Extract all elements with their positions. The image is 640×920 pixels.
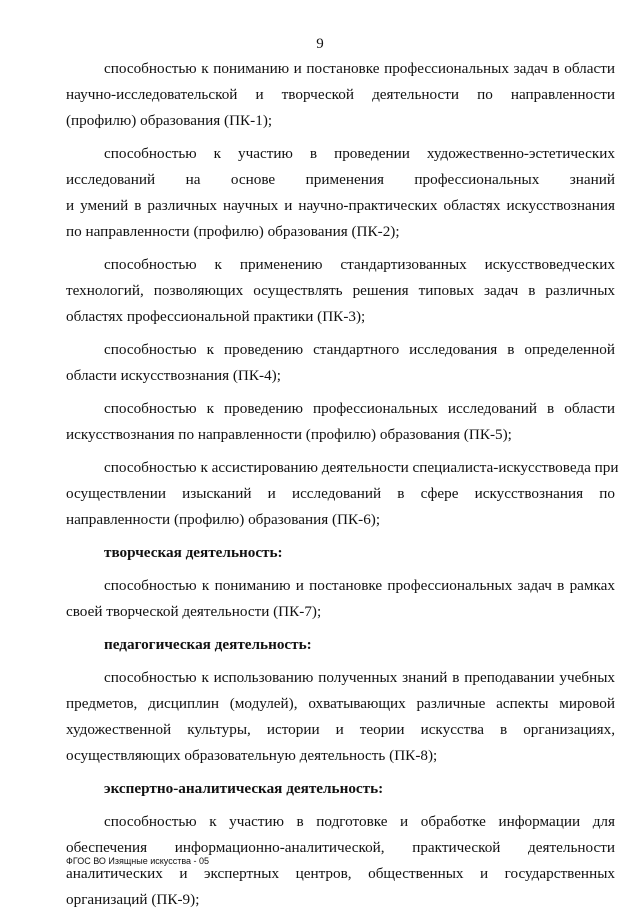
competency-paragraph: [66, 396, 615, 448]
text-line: способностью к применению стандартизованных искусствоведческих: [104, 256, 615, 273]
competency-list-pedagogical: [66, 665, 615, 769]
text-line: способностью к пониманию и постановке профессиональных задач в области: [104, 60, 615, 77]
competency-paragraph: [66, 665, 615, 769]
competency-paragraph: [66, 56, 615, 134]
competency-paragraph: [66, 337, 615, 389]
competency-paragraph: [66, 573, 615, 625]
text-line: научно-исследовательской и творческой деятельности по направленности: [66, 86, 615, 103]
competency-paragraph: [66, 455, 619, 533]
document-body: [66, 56, 619, 920]
text-line: области искусствознания (ПК-4);: [66, 367, 281, 384]
text-line: способностью к проведению профессиональных исследований в области: [104, 400, 615, 417]
text-line: искусствознания по направленности (профилю) образования (ПК-5);: [66, 426, 512, 443]
text-line: способностью к пониманию и постановке профессиональных задач в рамках: [104, 577, 615, 594]
text-line: исследований на основе применения профессиональных знаний: [66, 171, 615, 188]
text-line: осуществлении изысканий и исследований в сфере искусствознания по: [66, 485, 615, 502]
text-line: (профилю) образования (ПК-1);: [66, 112, 273, 129]
text-line: своей творческой деятельности (ПК-7);: [66, 603, 322, 620]
text-line: организаций (ПК-9);: [66, 891, 200, 908]
text-line: осуществляющих образовательную деятельность (ПК-8);: [66, 747, 438, 764]
text-line: способностью к проведению стандартного исследования в определенной: [104, 341, 615, 358]
text-line: областях профессиональной практики (ПК-3);: [66, 308, 366, 325]
text-line: способностью к участию в подготовке и обработке информации для: [104, 813, 615, 830]
section-heading-creative: творческая деятельность:: [104, 544, 283, 561]
text-line: по направленности (профилю) образования (ПК-2);: [66, 223, 400, 240]
text-line: способностью к ассистированию деятельности специалиста-искусствоведа при: [104, 459, 619, 476]
competency-paragraph: [66, 141, 615, 245]
competency-list-main: [66, 56, 619, 533]
document-footer: ФГОС ВО Изящные искусства - 05: [66, 856, 210, 866]
section-heading-expert: экспертно-аналитическая деятельность:: [104, 780, 384, 797]
text-line: способностью к участию в проведении художественно-эстетических: [104, 145, 615, 162]
text-line: технологий, позволяющих осуществлять решения типовых задач в различных: [66, 282, 615, 299]
text-line: предметов, дисциплин (модулей), охватывающих различные аспекты мировой: [66, 695, 615, 712]
text-line: обеспечения информационно-аналитической, практической деятельности: [66, 839, 615, 856]
text-line: направленности (профилю) образования (ПК-6);: [66, 511, 381, 528]
competency-list-creative: [66, 573, 615, 625]
text-line: аналитических и экспертных центров, общественных и государственных: [66, 865, 615, 882]
text-line: и умений в различных научных и научно-практических областях искусствознания: [66, 197, 615, 214]
competency-paragraph: [66, 252, 615, 330]
section-heading-pedagogical: педагогическая деятельность:: [104, 636, 312, 653]
text-line: художественной культуры, истории и теории искусства в организациях,: [66, 721, 615, 738]
page-number: 9: [316, 36, 324, 52]
text-line: способностью к использованию полученных знаний в преподавании учебных: [104, 669, 615, 686]
